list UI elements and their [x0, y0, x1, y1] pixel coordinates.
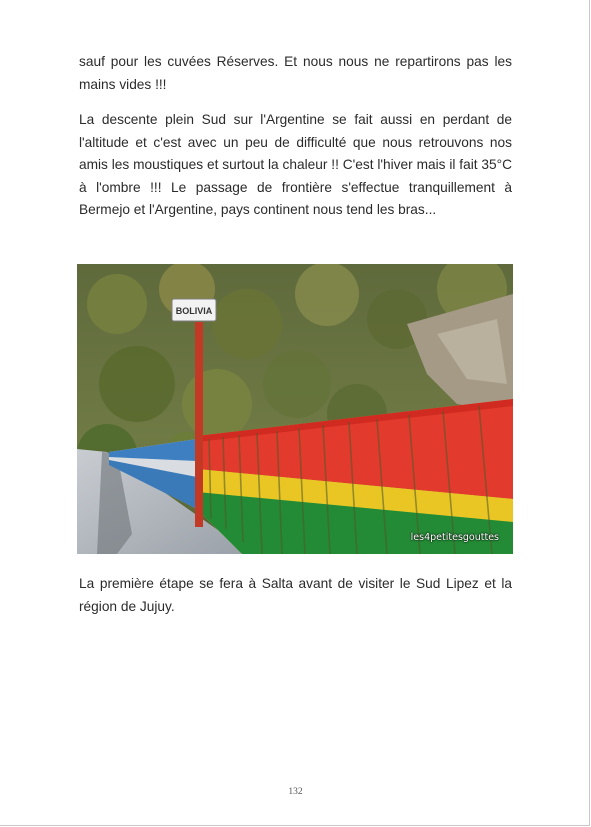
photo-scene [77, 264, 513, 554]
page-number: 132 [288, 787, 303, 797]
photo-watermark: les4petitesgouttes [410, 532, 499, 543]
border-bridge-photo [77, 264, 513, 554]
paragraph-2: La descente plein Sud sur l'Argentine se fait aussi en perdant de l'altitude et c'est avec un peu de difficulté que nous retrouvons nos amis les moustiques et surtout la chaleur !! C'est l'hiver mais il fait 35°C à l'ombre !!! Le passage de frontière s'effectue tranquillement à Bermejo et l'Argentine, pays continent nous tend les bras... [79, 112, 512, 217]
paragraph-3: La première étape se fera à Salta avant de visiter le Sud Lipez et la région de Jujuy. [79, 576, 512, 614]
paragraph-1: sauf pour les cuvées Réserves. Et nous nous ne repartirons pas les mains vides !!! [79, 54, 512, 92]
sign-post [195, 322, 203, 527]
sign-label: BOLIVIA [175, 306, 213, 316]
